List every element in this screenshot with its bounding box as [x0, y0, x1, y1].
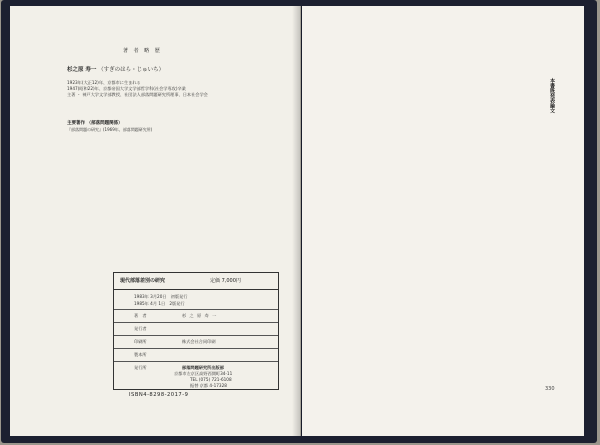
colophon-label: 製本所: [134, 352, 147, 357]
colophon-label: 印刷所: [134, 339, 147, 344]
colophon-date: 1983年 3月20日 初版発行: [134, 294, 188, 299]
colophon-value: 杉 之 原 寿 一: [182, 313, 218, 318]
bio-line: 1923年(大正12)年、京都市に生まれる: [67, 80, 141, 85]
colophon-price: 定価 7,000円: [210, 278, 241, 284]
work-item: 『部落問題の研究』(1969年、部落問題研究所): [67, 127, 153, 132]
colophon-label: 発行者: [134, 326, 147, 331]
colophon-label: 著 者: [134, 313, 147, 318]
bio-line: 1947(昭和22)年、京都帝国大学文学部哲学科(社会学専攻)卒業: [67, 86, 186, 91]
colophon-publisher: 部落問題研究所出版部: [182, 365, 224, 370]
left-page: [10, 6, 301, 436]
author-reading: （すぎのはら・じゅいち）: [98, 67, 165, 73]
works-title: 主要著作 （部落問題関係）: [67, 121, 123, 126]
isbn: ISBN4-8298-2017-9: [129, 392, 189, 398]
right-page-title: 本書既発表論文: [549, 78, 555, 113]
colophon-furikae: 振替 京都 4-17328: [190, 383, 227, 388]
right-page: [302, 6, 584, 436]
colophon-tel: TEL (075) 721-6108: [190, 377, 232, 382]
colophon-address: 京都市左京区高野西開町34-11: [174, 371, 233, 376]
page-number: 330: [545, 386, 555, 392]
colophon-date: 1985年 4月 1日 2版発行: [134, 301, 185, 306]
author-name: 杉之原 寿一: [67, 67, 97, 73]
author-bio-heading: 著 者 略 歴: [123, 48, 162, 54]
colophon: [113, 272, 279, 390]
colophon-publisher-label: 発行所: [134, 365, 147, 370]
colophon-value: 株式会社合同印刷: [182, 339, 216, 344]
colophon-title-row: [114, 273, 278, 290]
author-name-row: [67, 65, 164, 73]
colophon-book-title: 現代部落差別の研究: [120, 278, 166, 284]
bio-line: 主著 ・ 神戸大学文学部教授、社団法人部落問題研究所理事、日本社会学会: [67, 92, 208, 97]
